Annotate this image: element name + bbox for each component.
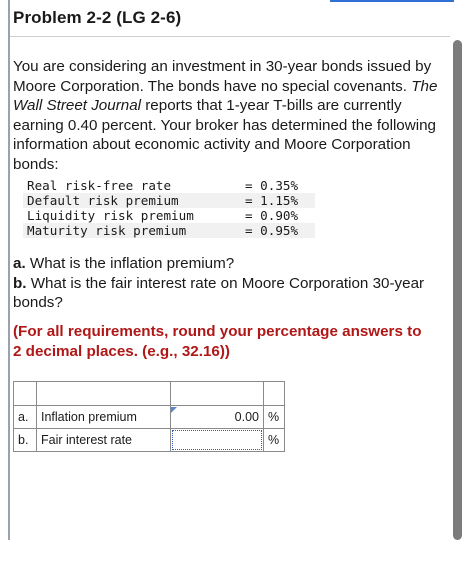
rate-label: Real risk-free rate — [27, 178, 172, 193]
rounding-note: (For all requirements, round your percentage answers to 2 decimal places. (e.g., 32.16)) — [13, 323, 422, 360]
rate-row-liquidity-risk — [23, 208, 315, 223]
header-cell — [264, 382, 285, 406]
rate-value: = 0.95% — [245, 223, 299, 238]
fair-interest-rate-input[interactable] — [172, 430, 262, 450]
header-cell — [171, 382, 264, 406]
problem-title: Problem 2-2 (LG 2-6) — [13, 8, 182, 27]
answer-row-inflation-premium — [14, 406, 285, 429]
row-label: Fair interest rate — [37, 429, 171, 452]
rate-value: = 1.15% — [245, 193, 299, 208]
row-label: Inflation premium — [37, 406, 171, 429]
question-b-letter: b. — [13, 274, 27, 292]
intro-text: You are considering an investment in 30-year bonds issued by Moore Corporation. The bonds have no special covenants. — [13, 58, 432, 95]
answer-table-header — [14, 382, 285, 406]
inflation-premium-input[interactable] — [171, 407, 263, 427]
header-cell — [37, 382, 171, 406]
rate-row-real-risk-free — [23, 178, 315, 193]
rate-value: = 0.35% — [245, 178, 299, 193]
answer-row-fair-interest-rate — [14, 429, 285, 452]
inflation-premium-input-cell — [171, 406, 264, 429]
rates-list — [23, 178, 315, 238]
row-unit: % — [264, 429, 285, 452]
rate-row-maturity-risk — [23, 223, 315, 238]
title-divider — [10, 36, 450, 37]
header-cell — [14, 382, 37, 406]
rate-label: Default risk premium — [27, 193, 179, 208]
question-a — [13, 254, 453, 274]
row-letter: b. — [14, 429, 37, 452]
fair-interest-rate-input-cell — [171, 429, 264, 452]
intro-rest-text: reports that 1-year T-bills are currently earning 0.40 percent. Your broker has determined the following information about economic activity and Moore Corporation bonds: — [13, 97, 436, 173]
rate-label: Maturity risk premium — [27, 223, 187, 238]
journal-name: The Wall Street Journal — [13, 77, 438, 115]
questions — [13, 254, 453, 313]
answer-marker-icon — [171, 407, 177, 413]
question-a-letter: a. — [13, 255, 26, 272]
problem-description — [13, 57, 453, 175]
inflation-premium-value: 0.00 — [234, 410, 259, 424]
question-b-text: What is the fair interest rate on Moore Corporation 30-year bonds? — [13, 274, 425, 312]
row-letter: a. — [14, 406, 37, 429]
content-left-border — [8, 0, 10, 540]
rate-label: Liquidity risk premium — [27, 208, 194, 223]
question-a-text: What is the inflation premium? — [25, 255, 235, 272]
rate-row-default-risk — [23, 193, 315, 208]
row-unit: % — [264, 406, 285, 429]
top-accent-line — [330, 0, 454, 2]
question-b — [13, 274, 453, 313]
answer-table — [13, 381, 285, 452]
rate-value: = 0.90% — [245, 208, 299, 223]
scrollbar[interactable] — [453, 40, 462, 540]
